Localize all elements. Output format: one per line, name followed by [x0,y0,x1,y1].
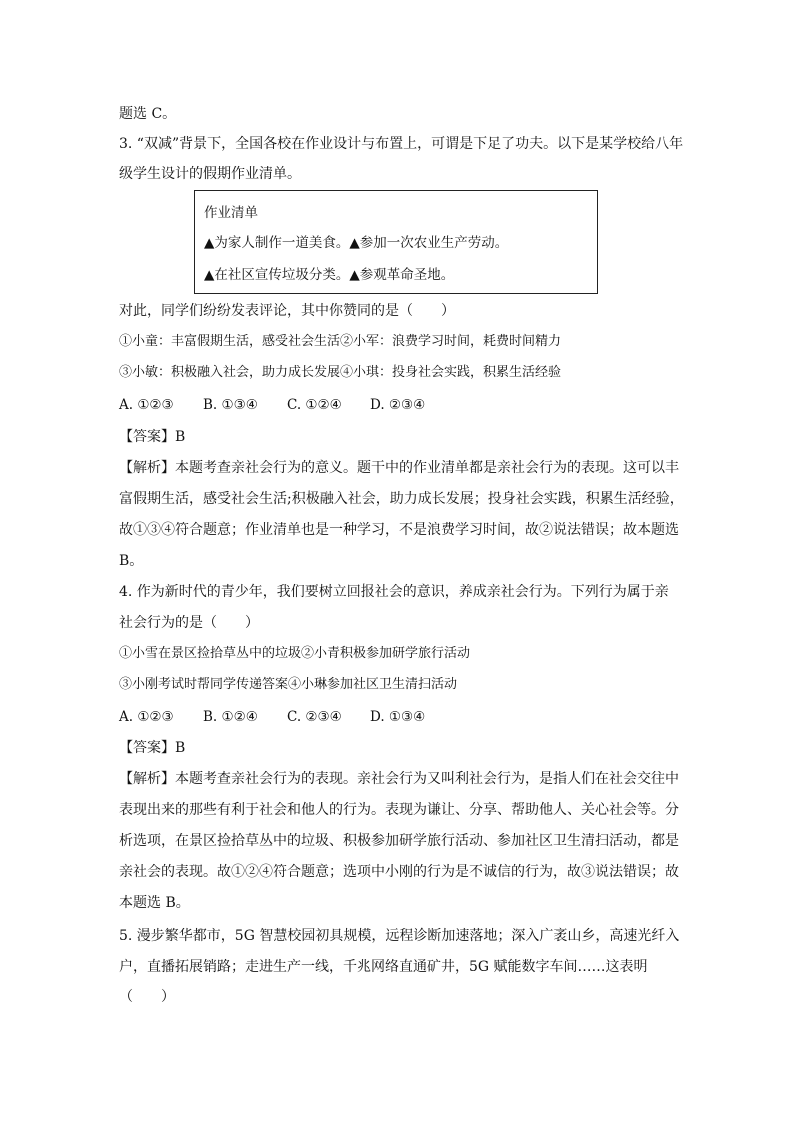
question-4-statement: ③小刚考试时帮同学传递答案④小琳参加社区卫生清扫活动 [119,677,458,692]
question-5-stem-cont: 户，直播拓展销路；走进生产一线，千兆网络直通矿井，5G 赋能数字车间……这表明 [119,959,648,975]
option-d: D. ②③④ [370,397,426,413]
homework-list-item: ▲在社区宣传垃圾分类。▲参观革命圣地。 [204,267,455,283]
option-d: D. ①③④ [370,709,426,725]
option-a: A. ①②③ [119,397,174,413]
question-3-statement: ①小童：丰富假期生活，感受社会生活②小军：浪费学习时间，耗费时间精力 [119,334,562,349]
question-4-stem: 4. 作为新时代的青少年，我们要树立回报社会的意识，养成亲社会行为。下列行为属于亲 [119,584,669,600]
option-b: B. ①③④ [203,397,258,413]
question-3-statement: ③小敏：积极融入社会，助力成长发展④小琪：投身社会实践，积累生活经验 [119,365,562,380]
option-a: A. ①②③ [119,709,174,725]
question-3-stem-cont: 级学生设计的假期作业清单。 [119,166,301,182]
option-c: C. ①②④ [287,397,342,413]
question-3-stem: 3. “双减”背景下，全国各校在作业设计与布置上，可谓是下足了功夫。以下是某学校给八年 [119,136,684,152]
question-3-prompt: 对此，同学们纷纷发表评论，其中你赞同的是（ ） [119,303,455,319]
question-3-analysis: 故①③④符合题意；作业清单也是一种学习，不是浪费学习时间，故②说法错误；故本题选 [119,522,679,538]
question-4-analysis: 亲社会的表现。故①②④符合题意；选项中小刚的行为是不诚信的行为，故③说法错误；故 [119,864,679,880]
question-4-statement: ①小雪在景区捡拾草丛中的垃圾②小青积极参加研学旅行活动 [119,646,471,661]
question-5-stem: 5. 漫步繁华都市，5G 智慧校园初具规模，远程诊断加速落地；深入广袤山乡，高速光纤入 [119,928,680,944]
question-4-analysis: 本题选 B。 [119,895,190,911]
option-c: C. ②③④ [287,709,342,725]
question-3-analysis: B。 [119,553,144,569]
question-4-stem-cont: 社会行为的是（ ） [119,615,259,631]
homework-list-item: ▲为家人制作一道美食。▲参加一次农业生产劳动。 [204,235,509,251]
question-3-answer: 【答案】B [119,429,186,445]
question-4-analysis: 析选项，在景区捡拾草丛中的垃圾、积极参加研学旅行活动、参加社区卫生清扫活动，都是 [119,833,679,849]
question-4-answer: 【答案】B [119,740,186,756]
question-3-analysis: 富假期生活，感受社会生活;积极融入社会，助力成长发展；投身社会实践，积累生活经验， [119,491,684,507]
homework-list-title: 作业清单 [204,205,258,221]
question-4-analysis: 【解析】本题考查亲社会行为的表现。亲社会行为又叫利社会行为，是指人们在社会交往中 [119,771,679,787]
homework-list-box [194,190,598,294]
question-5-stem-cont: （ ） [119,989,175,1005]
question-3-analysis: 【解析】本题考查亲社会行为的意义。题干中的作业清单都是亲社会行为的表现。这可以丰 [119,460,679,476]
text-line: 题选 C。 [119,106,177,122]
question-4-analysis: 表现出来的那些有利于社会和他人的行为。表现为谦让、分享、帮助他人、关心社会等。分 [119,802,679,818]
option-b: B. ①②④ [203,709,258,725]
